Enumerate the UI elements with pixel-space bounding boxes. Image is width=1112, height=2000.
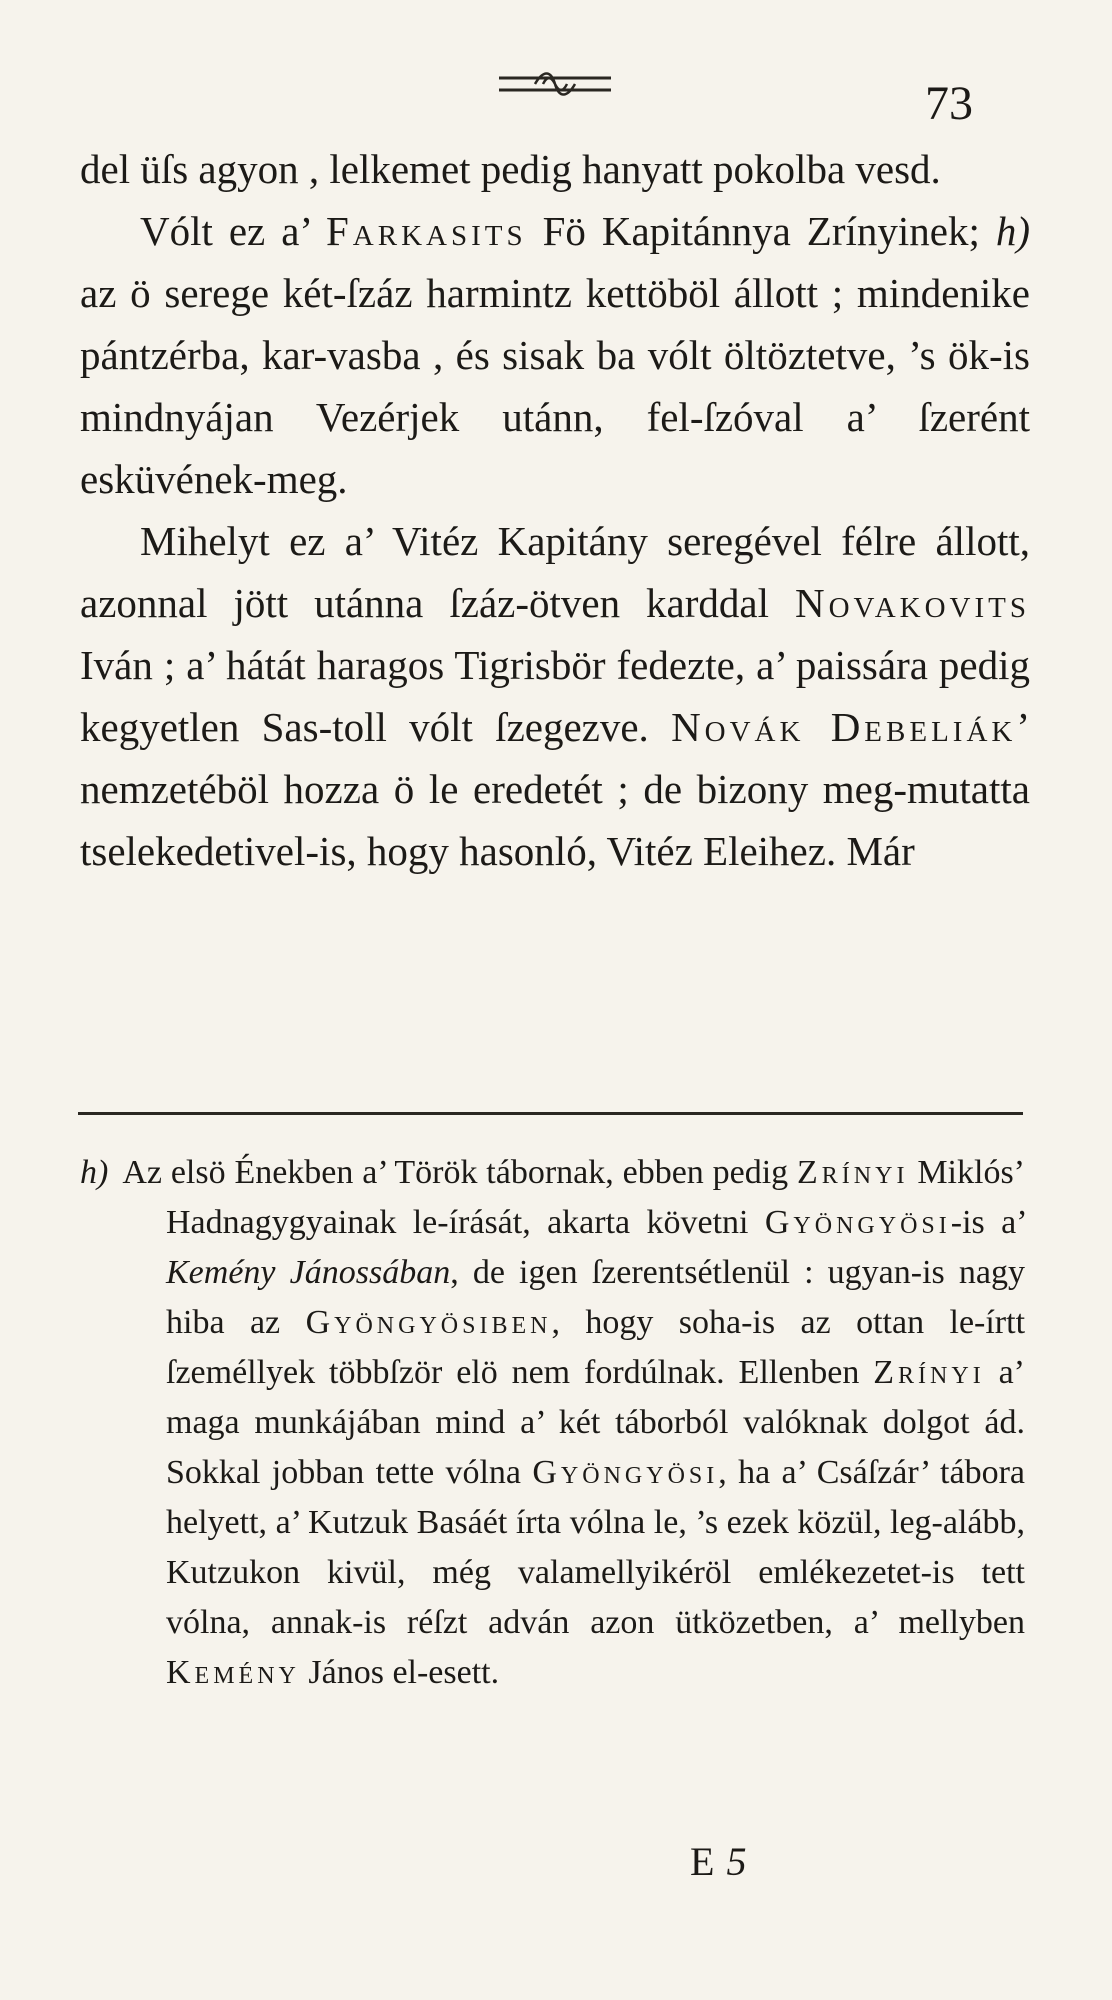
person-name: Farkasits xyxy=(326,208,527,254)
person-name: Zrínyi xyxy=(873,1354,985,1391)
text-run: -is a’ xyxy=(950,1204,1026,1241)
text-run: Miklós’ Hadnagygyainak le-írását, akarta követni xyxy=(166,1154,1026,1241)
text-run: Iván ; a’ hátát haragos Tigrisbör fedezte, a’ paissára pedig kegyetlen Sas-toll vólt ſzegezve. xyxy=(80,642,1030,750)
text-run: , de igen ſzerentsétlenül : ugyan-is nagy hiba az xyxy=(166,1254,1026,1341)
page-number: 73 xyxy=(925,77,973,130)
signature-letter: E xyxy=(690,1839,715,1884)
signature-number: 5 xyxy=(726,1839,747,1884)
text-run: Vólt ez a’ xyxy=(140,208,311,254)
printer-signature xyxy=(690,1838,746,1885)
text-run: Mihelyt ez a’ Vitéz Kapitány seregével félre állott, azonnal jött utánna ſzáz-ötven karddal xyxy=(80,518,1030,626)
footnote-divider xyxy=(78,1112,1023,1115)
text-run: a’ maga munkájában mind a’ két táborból valóknak dolgot ád. Sokkal jobban tette vólna xyxy=(166,1354,1026,1491)
paragraph-3 xyxy=(80,510,1030,882)
person-name: Novák Debeliák xyxy=(671,704,1017,750)
footnote-mark: h) xyxy=(80,1154,109,1191)
paragraph-2 xyxy=(80,200,1030,510)
work-title: Kemény Jánossában xyxy=(166,1254,451,1291)
text-run: , hogy soha-is az ottan le-írtt ſzeméllyek többſzör elö nem fordúlnak. Ellenben xyxy=(166,1304,1026,1391)
text-run: ’ nemzetéböl hozza ö le eredetét ; de bizony meg-mutatta tselekedetivel-is, hogy hasonló, Vitéz Eleihez. Már xyxy=(80,704,1030,874)
footnote-body xyxy=(80,1148,1025,1698)
text-run: az ö serege két-ſzáz harmintz kettöböl állott ; mindenike pántzérba, kar-vasba , és sisak ba vólt öltöztetve, ’s ök-is mindnyájan Vezérjek utánn, fel-ſzóval a’ ſzerént esküvének-meg. xyxy=(80,270,1030,502)
person-name: Gyöngyösiben xyxy=(305,1304,552,1341)
main-text xyxy=(80,138,1030,882)
person-name: Kemény xyxy=(166,1654,300,1691)
text-run: Az elsö Énekben a’ Török tábornak, ebben pedig xyxy=(122,1154,789,1191)
text-run: Fö Kapitánnya Zrínyinek; xyxy=(542,208,980,254)
person-name: Novakovits xyxy=(794,580,1030,626)
paragraph-1: del üſs agyon , lelkemet pedig hanyatt pokolba vesd. xyxy=(80,146,941,192)
decorative-ornament-icon xyxy=(495,66,615,102)
text-run: János el-esett. xyxy=(308,1654,500,1691)
footnote-reference: h) xyxy=(995,208,1030,254)
footnote xyxy=(80,1148,1025,1698)
person-name: Gyöngyösi xyxy=(532,1454,719,1491)
text-run: , ha a’ Csáſzár’ tábora helyett, a’ Kutzuk Basáét írta vólna le, ’s ezek közül, leg-alább, Kutzukon kivül, még valamellyikéröl emlékezetet-is tett vólna, annak-is réſzt adván azon ütközetben, a’ mellyben xyxy=(166,1454,1025,1641)
person-name: Gyöngyösi xyxy=(764,1204,951,1241)
person-name: Zrínyi xyxy=(797,1154,909,1191)
